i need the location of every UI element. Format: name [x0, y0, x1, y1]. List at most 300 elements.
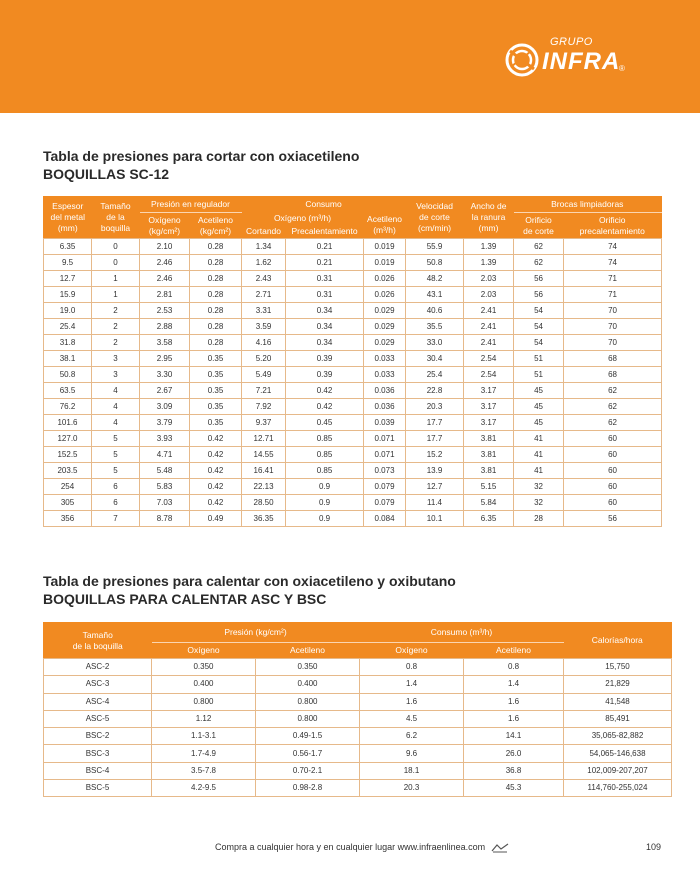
table-row: [44, 447, 662, 463]
table-cell: 25.4: [44, 319, 92, 335]
table-cell: 14.1: [464, 728, 564, 745]
col-acetileno-consumo: Acetileno (m³/h): [364, 213, 406, 239]
table-row: [44, 271, 662, 287]
table-cell: 7: [92, 511, 140, 527]
table-cell: 2.88: [140, 319, 190, 335]
table-cell: 54: [514, 303, 564, 319]
col-velocidad: Velocidad de corte (cm/min): [406, 197, 464, 239]
col-cortando: Cortando: [242, 225, 286, 239]
table-cell: 12.7: [406, 479, 464, 495]
table-cell: 32: [514, 479, 564, 495]
table-cell: 1.4: [464, 676, 564, 693]
section2-subtitle: BOQUILLAS PARA CALENTAR ASC Y BSC: [43, 591, 327, 607]
table-cell: 54,065-146,638: [564, 745, 672, 762]
table-cell: 12.71: [242, 431, 286, 447]
table-cell: 6.35: [44, 239, 92, 255]
table-row: [44, 780, 672, 797]
table-cell: 32: [514, 495, 564, 511]
table-cell: 45.3: [464, 780, 564, 797]
col-presion-regulador: Presión en regulador: [140, 197, 242, 213]
table-cell: 36.35: [242, 511, 286, 527]
table-cell: 8.78: [140, 511, 190, 527]
table-cell: 2.10: [140, 239, 190, 255]
col-consumo: Consumo (m³/h): [360, 623, 564, 643]
footer: [215, 842, 509, 853]
table-cell: 3.09: [140, 399, 190, 415]
table-cell: 50.8: [406, 255, 464, 271]
table-cell: 74: [564, 239, 662, 255]
table-cell: 0.49-1.5: [256, 728, 360, 745]
table-cell: 0: [92, 255, 140, 271]
section2-heading: [43, 572, 456, 608]
table-cell: 51: [514, 351, 564, 367]
table-cell: 60: [564, 463, 662, 479]
table-cell: 0.42: [190, 431, 242, 447]
table-cell: 5: [92, 431, 140, 447]
table-cell: 2.41: [464, 303, 514, 319]
table-cell: 41,548: [564, 693, 672, 710]
header-banner: [0, 0, 700, 113]
col-calorias: Calorías/hora: [564, 623, 672, 659]
table-cell: 0.28: [190, 335, 242, 351]
table-cell: 0.34: [286, 303, 364, 319]
table-cell: BSC-5: [44, 780, 152, 797]
table-cell: 76.2: [44, 399, 92, 415]
table-cell: 48.2: [406, 271, 464, 287]
table-cell: 0.019: [364, 255, 406, 271]
table-cell: 4.71: [140, 447, 190, 463]
table-cell: 0.34: [286, 335, 364, 351]
table-cell: ASC-3: [44, 676, 152, 693]
table-cell: 7.92: [242, 399, 286, 415]
table-cell: 5.20: [242, 351, 286, 367]
table-cell: 41: [514, 463, 564, 479]
table-cell: 0.036: [364, 383, 406, 399]
table-cell: 0.85: [286, 431, 364, 447]
table-cell: 0.35: [190, 351, 242, 367]
table-cell: 0.039: [364, 415, 406, 431]
table-cell: 43.1: [406, 287, 464, 303]
table-cell: 12.7: [44, 271, 92, 287]
table-cell: 1: [92, 287, 140, 303]
col-acetileno-presion: Acetileno (kg/cm²): [190, 213, 242, 239]
table-row: [44, 495, 662, 511]
table-cell: 60: [564, 479, 662, 495]
table-cell: 7.03: [140, 495, 190, 511]
table-cell: 2.67: [140, 383, 190, 399]
table-row: [44, 255, 662, 271]
table-cell: 0.49: [190, 511, 242, 527]
heating-table-body: [44, 659, 672, 797]
table-cell: 2.53: [140, 303, 190, 319]
table-cell: 0.071: [364, 447, 406, 463]
table-cell: 3: [92, 351, 140, 367]
table-cell: 5.84: [464, 495, 514, 511]
table-cell: 6.2: [360, 728, 464, 745]
col-orificio-precalentamiento: Orificio precalentamiento: [564, 213, 662, 239]
logo-group-text: GRUPO: [550, 36, 593, 48]
table-row: [44, 399, 662, 415]
table-cell: 0: [92, 239, 140, 255]
table-cell: 13.9: [406, 463, 464, 479]
table-cell: 2.81: [140, 287, 190, 303]
table-cell: 22.13: [242, 479, 286, 495]
table-cell: 70: [564, 319, 662, 335]
table-cell: 0.9: [286, 479, 364, 495]
table-cell: 63.5: [44, 383, 92, 399]
table-cell: 62: [564, 383, 662, 399]
table-cell: 0.39: [286, 351, 364, 367]
table-cell: 0.033: [364, 367, 406, 383]
table-cell: ASC-4: [44, 693, 152, 710]
table-cell: 4: [92, 399, 140, 415]
table-cell: 56: [514, 287, 564, 303]
table-cell: BSC-3: [44, 745, 152, 762]
infra-logo: [504, 36, 634, 78]
table-cell: 19.0: [44, 303, 92, 319]
table-cell: 5.49: [242, 367, 286, 383]
table-cell: 0.34: [286, 319, 364, 335]
table-cell: 0.28: [190, 303, 242, 319]
table-cell: 51: [514, 367, 564, 383]
table-cell: 0.073: [364, 463, 406, 479]
table-cell: 2: [92, 319, 140, 335]
table-cell: 1.1-3.1: [152, 728, 256, 745]
table-cell: 3.81: [464, 463, 514, 479]
table-cell: 62: [514, 255, 564, 271]
table-cell: 31.8: [44, 335, 92, 351]
table-cell: 62: [564, 399, 662, 415]
table-cell: 305: [44, 495, 92, 511]
table-cell: 5.48: [140, 463, 190, 479]
section1-subtitle: BOQUILLAS SC-12: [43, 166, 170, 182]
table-cell: 2.46: [140, 255, 190, 271]
table-cell: 0.39: [286, 367, 364, 383]
table-cell: 102,009-207,207: [564, 762, 672, 779]
table-cell: 0.31: [286, 271, 364, 287]
table-cell: 28: [514, 511, 564, 527]
table-cell: 36.8: [464, 762, 564, 779]
col-consumo-oxigeno: Oxígeno (m³/h): [242, 213, 364, 225]
table-cell: 16.41: [242, 463, 286, 479]
table-cell: 0.350: [152, 659, 256, 676]
table-cell: 9.37: [242, 415, 286, 431]
table-cell: 3.5-7.8: [152, 762, 256, 779]
table-cell: 18.1: [360, 762, 464, 779]
table-cell: 14.55: [242, 447, 286, 463]
table-cell: 62: [514, 239, 564, 255]
table-cell: 127.0: [44, 431, 92, 447]
table-cell: 68: [564, 367, 662, 383]
table-cell: 4.16: [242, 335, 286, 351]
col-acetileno: Acetileno: [256, 643, 360, 659]
table-cell: 60: [564, 495, 662, 511]
table-row: [44, 335, 662, 351]
table-cell: 0.033: [364, 351, 406, 367]
table-cell: 0.28: [190, 319, 242, 335]
table-cell: 0.35: [190, 415, 242, 431]
table-cell: 4.5: [360, 710, 464, 727]
table-row: [44, 463, 662, 479]
table-cell: 1.12: [152, 710, 256, 727]
table-cell: 0.35: [190, 399, 242, 415]
table-cell: 4: [92, 383, 140, 399]
table-cell: 45: [514, 415, 564, 431]
table-cell: 0.800: [256, 710, 360, 727]
table-cell: 0.400: [256, 676, 360, 693]
table-cell: 0.28: [190, 271, 242, 287]
table-cell: 35.5: [406, 319, 464, 335]
table-cell: BSC-4: [44, 762, 152, 779]
table-cell: 10.1: [406, 511, 464, 527]
table-cell: 45: [514, 399, 564, 415]
table-cell: 0.029: [364, 303, 406, 319]
table-cell: 0.31: [286, 287, 364, 303]
table-cell: 74: [564, 255, 662, 271]
col-ancho-ranura: Ancho de la ranura (mm): [464, 197, 514, 239]
table-cell: 0.42: [190, 463, 242, 479]
table-row: [44, 319, 662, 335]
table-row: [44, 511, 662, 527]
table-cell: 1.39: [464, 239, 514, 255]
table-row: [44, 367, 662, 383]
table-cell: 4: [92, 415, 140, 431]
table-cell: 11.4: [406, 495, 464, 511]
table-cell: 5: [92, 463, 140, 479]
table-cell: 15.9: [44, 287, 92, 303]
col-espesor: Espesor del metal (mm): [44, 197, 92, 239]
table-row: [44, 710, 672, 727]
table-row: [44, 479, 662, 495]
table-cell: 40.6: [406, 303, 464, 319]
table-cell: 114,760-255,024: [564, 780, 672, 797]
table-cell: 3.17: [464, 399, 514, 415]
col-tamano-boquilla: Tamaño de la boquilla: [44, 623, 152, 659]
table-cell: 0.350: [256, 659, 360, 676]
table-cell: 38.1: [44, 351, 92, 367]
table-cell: 55.9: [406, 239, 464, 255]
table-cell: 0.85: [286, 447, 364, 463]
table-cell: 0.9: [286, 511, 364, 527]
page-number: 109: [646, 842, 662, 852]
table-cell: 45: [514, 383, 564, 399]
table-cell: 3: [92, 367, 140, 383]
table-cell: 0.98-2.8: [256, 780, 360, 797]
col-tamano: Tamaño de la boquilla: [92, 197, 140, 239]
table-cell: 1.7-4.9: [152, 745, 256, 762]
table-cell: 26.0: [464, 745, 564, 762]
table-cell: 0.9: [286, 495, 364, 511]
table-cell: 30.4: [406, 351, 464, 367]
table-cell: 203.5: [44, 463, 92, 479]
table-cell: 0.42: [190, 479, 242, 495]
table-cell: 15.2: [406, 447, 464, 463]
table-cell: 2.03: [464, 287, 514, 303]
table-cell: 60: [564, 431, 662, 447]
table-cell: 1.6: [464, 693, 564, 710]
table-cell: 0.036: [364, 399, 406, 415]
table-cell: 1.6: [360, 693, 464, 710]
table-cell: 0.35: [190, 383, 242, 399]
table-cell: 0.35: [190, 367, 242, 383]
table-cell: 17.7: [406, 431, 464, 447]
table-cell: 356: [44, 511, 92, 527]
table-row: [44, 762, 672, 779]
table-cell: 0.084: [364, 511, 406, 527]
table-cell: 2.95: [140, 351, 190, 367]
table-cell: 1.4: [360, 676, 464, 693]
table-cell: 3.81: [464, 447, 514, 463]
col-orificio-corte: Orificio de corte: [514, 213, 564, 239]
table-cell: 2.03: [464, 271, 514, 287]
logo-registered-mark: ®: [619, 64, 625, 73]
table-cell: 70: [564, 335, 662, 351]
table-cell: 2: [92, 335, 140, 351]
table-cell: 60: [564, 447, 662, 463]
table-cell: 41: [514, 431, 564, 447]
logo-brand-name: INFRA: [542, 48, 621, 75]
table-row: [44, 693, 672, 710]
col-brocas: Brocas limpiadoras: [514, 197, 662, 213]
table-cell: 0.28: [190, 287, 242, 303]
table-cell: 9.6: [360, 745, 464, 762]
table-row: [44, 728, 672, 745]
table-cell: 0.019: [364, 239, 406, 255]
table-cell: 2.41: [464, 319, 514, 335]
cutting-pressure-table: [43, 196, 662, 527]
col-oxigeno-consumo: Oxígeno: [360, 643, 464, 659]
table-row: [44, 431, 662, 447]
table-cell: 0.029: [364, 319, 406, 335]
table-cell: 22.8: [406, 383, 464, 399]
table-cell: 1.6: [464, 710, 564, 727]
table-cell: BSC-2: [44, 728, 152, 745]
table-cell: 54: [514, 319, 564, 335]
table-cell: 71: [564, 287, 662, 303]
table-cell: 20.3: [360, 780, 464, 797]
table-cell: 54: [514, 335, 564, 351]
table-cell: 0.21: [286, 239, 364, 255]
table-cell: 0.28: [190, 239, 242, 255]
table-cell: 0.8: [360, 659, 464, 676]
table-cell: 41: [514, 447, 564, 463]
table-cell: 71: [564, 271, 662, 287]
table-cell: 0.28: [190, 255, 242, 271]
table-row: [44, 303, 662, 319]
table-cell: 101.6: [44, 415, 92, 431]
col-precalentamiento: Precalentamiento: [286, 225, 364, 239]
table-cell: 5.83: [140, 479, 190, 495]
table-cell: 33.0: [406, 335, 464, 351]
table-cell: 9.5: [44, 255, 92, 271]
table-cell: 4.2-9.5: [152, 780, 256, 797]
table-cell: 35,065-82,882: [564, 728, 672, 745]
table-cell: 0.071: [364, 431, 406, 447]
table-cell: 56: [564, 511, 662, 527]
col-oxigeno-presion: Oxígeno (kg/cm²): [140, 213, 190, 239]
section2-title: Tabla de presiones para calentar con oxiacetileno y oxibutano: [43, 573, 456, 589]
table-cell: 3.31: [242, 303, 286, 319]
table-cell: 0.56-1.7: [256, 745, 360, 762]
table-cell: 0.8: [464, 659, 564, 676]
table-row: [44, 351, 662, 367]
table-cell: 0.70-2.1: [256, 762, 360, 779]
table-cell: 20.3: [406, 399, 464, 415]
table-row: [44, 415, 662, 431]
table-cell: 0.42: [190, 495, 242, 511]
table-cell: 0.026: [364, 287, 406, 303]
table-cell: 0.800: [152, 693, 256, 710]
table-cell: 85,491: [564, 710, 672, 727]
table-cell: 0.21: [286, 255, 364, 271]
table-cell: 2.43: [242, 271, 286, 287]
table-row: [44, 239, 662, 255]
table-cell: 0.85: [286, 463, 364, 479]
table-cell: 2: [92, 303, 140, 319]
section1-heading: [43, 147, 359, 183]
table-cell: 1.39: [464, 255, 514, 271]
table-cell: 25.4: [406, 367, 464, 383]
table-cell: 2.54: [464, 351, 514, 367]
table-cell: 2.54: [464, 367, 514, 383]
table-cell: 50.8: [44, 367, 92, 383]
table-cell: ASC-5: [44, 710, 152, 727]
col-presion: Presión (kg/cm²): [152, 623, 360, 643]
table-cell: ASC-2: [44, 659, 152, 676]
table-row: [44, 745, 672, 762]
table-row: [44, 659, 672, 676]
table-cell: 0.029: [364, 335, 406, 351]
table-cell: 1.34: [242, 239, 286, 255]
table-cell: 3.17: [464, 415, 514, 431]
col-acetileno-consumo: Acetileno: [464, 643, 564, 659]
col-oxigeno: Oxígeno: [152, 643, 256, 659]
table-cell: 3.81: [464, 431, 514, 447]
infra-online-icon: [491, 843, 509, 853]
table-cell: 6: [92, 495, 140, 511]
table-cell: 3.93: [140, 431, 190, 447]
table-cell: 3.59: [242, 319, 286, 335]
table-cell: 0.400: [152, 676, 256, 693]
table-row: [44, 287, 662, 303]
table-cell: 1: [92, 271, 140, 287]
footer-text: Compra a cualquier hora y en cualquier lugar www.infraenlinea.com: [215, 842, 486, 852]
col-consumo: Consumo: [242, 197, 406, 213]
table-cell: 28.50: [242, 495, 286, 511]
table-cell: 2.41: [464, 335, 514, 351]
table-cell: 3.30: [140, 367, 190, 383]
table-cell: 2.46: [140, 271, 190, 287]
table-cell: 5: [92, 447, 140, 463]
table-cell: 7.21: [242, 383, 286, 399]
table-cell: 3.58: [140, 335, 190, 351]
table-cell: 0.42: [286, 399, 364, 415]
table-cell: 6.35: [464, 511, 514, 527]
table-cell: 17.7: [406, 415, 464, 431]
cutting-table-body: [44, 239, 662, 527]
table-cell: 0.026: [364, 271, 406, 287]
table-cell: 0.800: [256, 693, 360, 710]
table-cell: 152.5: [44, 447, 92, 463]
table-cell: 5.15: [464, 479, 514, 495]
table-cell: 2.71: [242, 287, 286, 303]
table-cell: 0.45: [286, 415, 364, 431]
table-cell: 56: [514, 271, 564, 287]
table-row: [44, 676, 672, 693]
table-cell: 21,829: [564, 676, 672, 693]
table-cell: 254: [44, 479, 92, 495]
table-cell: 70: [564, 303, 662, 319]
